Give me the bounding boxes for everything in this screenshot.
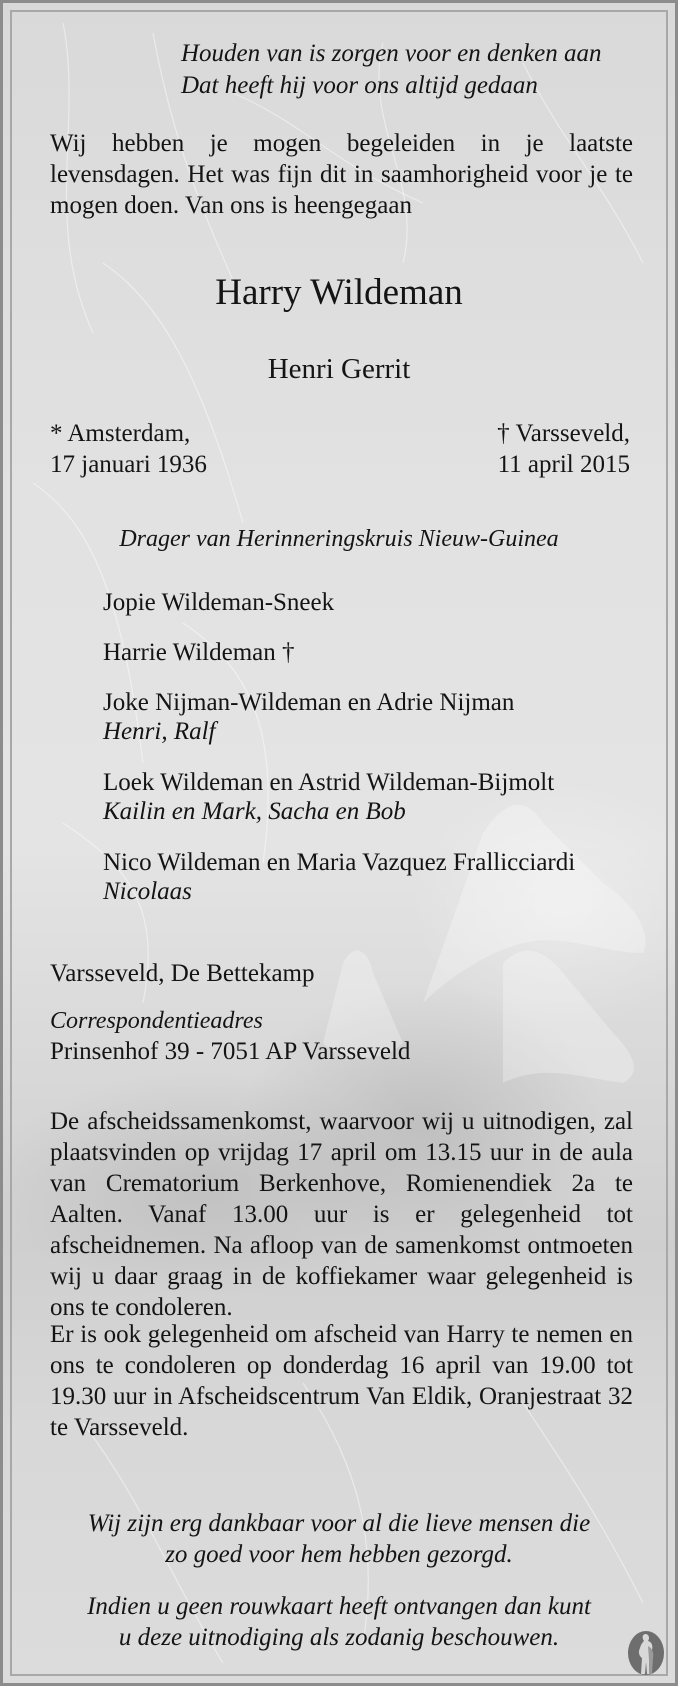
thanks-line-2: zo goed voor hem hebben gezorgd. — [165, 1541, 513, 1568]
ceremony-paragraph: De afscheidssamenkomst, waarvoor wij u uitnodigen, zal plaatsvinden op vrijdag 17 april om 13.15 uur in de aula van Crematorium Berkenhove, Romienendiek 2a te Aalten. Vanaf 13.00 uur is er gelegenheid tot afscheidnemen. Na afloop van de samenkomst ontmoeten wij u daar graag in de koffiekamer waar gelegenheid is ons te condoleren. — [50, 1108, 633, 1321]
birth-date: 17 januari 1936 — [50, 451, 207, 478]
death-date: 11 april 2015 — [497, 451, 630, 478]
family-member-children: Nicolaas — [103, 878, 192, 905]
motto-line-1: Houden van is zorgen voor en denken aan — [181, 40, 602, 67]
family-member-name: Loek Wildeman en Astrid Wildeman-Bijmolt — [103, 769, 555, 796]
family-member-children: Henri, Ralf — [103, 718, 216, 745]
notice-line-1: Indien u geen rouwkaart heeft ontvangen dan kunt — [87, 1593, 591, 1620]
birth-info — [50, 418, 207, 480]
residence: Varsseveld, De Bettekamp — [50, 960, 315, 987]
family-member — [103, 768, 554, 826]
family-member — [103, 848, 575, 906]
death-info — [497, 418, 630, 480]
embracing-figures-icon — [626, 1628, 666, 1678]
thanks-line-1: Wij zijn erg dankbaar voor al die lieve mensen die — [87, 1510, 591, 1537]
death-place: † Varsseveld, — [497, 420, 630, 447]
family-member-name: Harrie Wildeman † — [103, 639, 295, 666]
intro-paragraph: Wij hebben je mogen begeleiden in je laatste levensdagen. Het was fijn dit in saamhorigheid voor je te mogen doen. Van ons is heengegaan — [50, 130, 633, 219]
family-member-name: Nico Wildeman en Maria Vazquez Frallicciardi — [103, 849, 576, 876]
viewing-paragraph: Er is ook gelegenheid om afscheid van Harry te nemen en ons te condoleren op donderdag 16 april van 19.00 tot 19.30 uur in Afscheidscentrum Van Eldik, Oranjestraat 32 te Varsseveld. — [50, 1321, 633, 1441]
correspondence-address: Prinsenhof 39 - 7051 AP Varsseveld — [50, 1038, 411, 1065]
motto-line-2: Dat heeft hij voor ons altijd gedaan — [181, 72, 538, 99]
distinction: Drager van Herinneringskruis Nieuw-Guinea — [119, 526, 559, 552]
deceased-name: Harry Wildeman — [215, 272, 463, 313]
correspondence-label: Correspondentieadres — [50, 1008, 263, 1034]
birth-place: * Amsterdam, — [50, 420, 191, 447]
family-member — [103, 588, 334, 617]
family-member-name: Joke Nijman-Wildeman en Adrie Nijman — [103, 689, 515, 716]
notice-line-2: u deze uitnodiging als zodanig beschouwen. — [118, 1624, 560, 1651]
family-member-children: Kailin en Mark, Sacha en Bob — [103, 798, 406, 825]
family-member-name: Jopie Wildeman-Sneek — [103, 589, 335, 616]
family-member — [103, 638, 295, 667]
deceased-given-names: Henri Gerrit — [267, 353, 411, 385]
family-member — [103, 688, 514, 746]
